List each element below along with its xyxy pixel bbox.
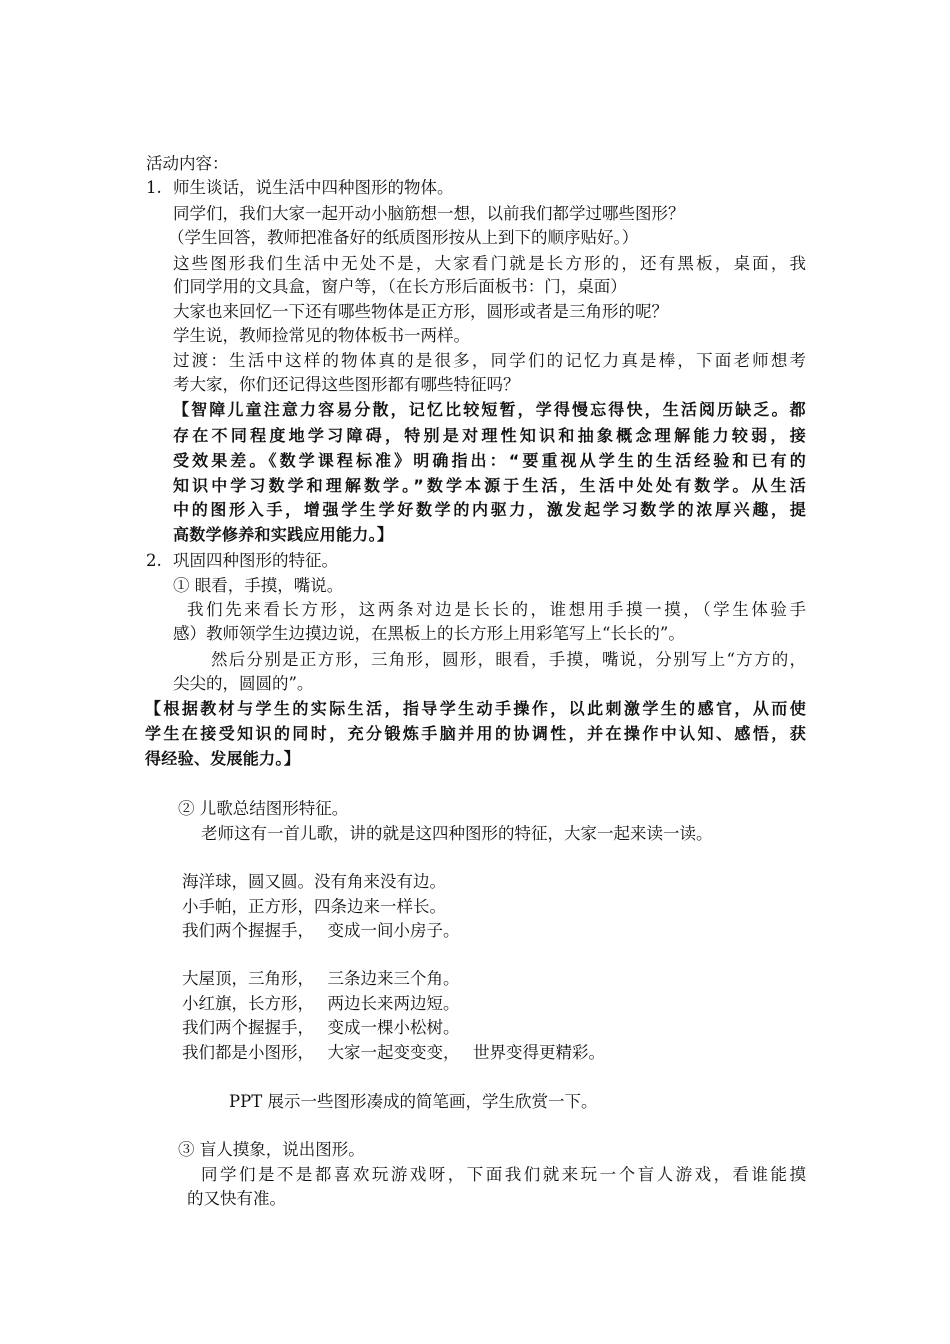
note-line: 中的图形入手，增强学生学好数学的内驱力，激发起学习数学的浓厚兴趣，提 — [173, 500, 806, 519]
note-line: 存在不同程度地学习障碍，特别是对理性知识和抽象概念理解能力较弱，接 — [173, 426, 806, 445]
paragraph: 们同学用的文具盒，窗户等，（在长方形后面板书：门，桌面） — [173, 277, 627, 296]
paragraph: 学生说，教师捡常见的物体板书一两样。 — [173, 326, 470, 345]
subheading: ③ 盲人摸象，说出图形。 — [178, 1140, 365, 1159]
item-title: 巩固四种图形的特征。 — [173, 551, 338, 570]
item-number: 1. — [146, 178, 162, 197]
paragraph: 感）教师领学生边摸边说，在黑板上的长方形上用彩笔写上“长长的”。 — [173, 624, 685, 643]
paragraph: 同学们是不是都喜欢玩游戏呀，下面我们就来玩一个盲人游戏，看谁能摸 — [201, 1165, 806, 1184]
paragraph: 老师这有一首儿歌，讲的就是这四种图形的特征，大家一起来读一读。 — [201, 824, 713, 843]
item-title: 师生谈话，说生活中四种图形的物体。 — [173, 178, 454, 197]
song-line: 海洋球，圆又圆。没有角来没有边。 — [182, 872, 446, 891]
song-line: 我们两个握握手， 变成一棵小松树。 — [182, 1018, 460, 1037]
paragraph: PPT 展示一些图形凑成的简笔画，学生欣赏一下。 — [229, 1092, 598, 1111]
note-line: 受效果差。《数学课程标准》明确指出：“要重视从学生的生活经验和已有的 — [173, 451, 806, 470]
item-number: 2. — [146, 551, 162, 570]
section-heading: 活动内容： — [146, 154, 229, 173]
paragraph: 的又快有准。 — [187, 1189, 286, 1208]
paragraph: 过渡：生活中这样的物体真的是很多，同学们的记忆力真是棒，下面老师想考 — [173, 351, 806, 370]
note-line: 高数学修养和实践应用能力。】 — [173, 525, 394, 544]
paragraph: 这些图形我们生活中无处不是，大家看门就是长方形的，还有黑板，桌面，我 — [173, 254, 806, 273]
paragraph: 我们先来看长方形，这两条对边是长长的，谁想用手摸一摸，（学生体验手 — [187, 600, 806, 619]
song-line: 小手帕，正方形，四条边来一样长。 — [182, 897, 446, 916]
note-line: 知识中学习数学和理解数学。”数学本源于生活，生活中处处有数学。从生活 — [173, 476, 806, 495]
song-line: 大屋顶，三角形， 三条边来三个角。 — [182, 969, 460, 988]
subheading: ① 眼看，手摸，嘴说。 — [173, 576, 344, 595]
paragraph: 考大家，你们还记得这些图形都有哪些特征吗？ — [173, 375, 520, 394]
song-line: 我们两个握握手， 变成一间小房子。 — [182, 921, 460, 940]
subheading: ② 儿歌总结图形特征。 — [178, 799, 349, 818]
paragraph: 大家也来回忆一下还有哪些物体是正方形，圆形或者是三角形的呢？ — [173, 302, 668, 321]
paragraph: 尖尖的，圆圆的”。 — [173, 674, 314, 693]
paragraph: 然后分别是正方形，三角形，圆形，眼看，手摸，嘴说，分别写上“方方的， — [211, 650, 806, 669]
song-line: 我们都是小图形， 大家一起变变变， 世界变得更精彩。 — [182, 1043, 605, 1062]
song-line: 小红旗，长方形， 两边长来两边短。 — [182, 994, 460, 1013]
note-line: 【智障儿童注意力容易分散，记忆比较短暂，学得慢忘得快，生活阅历缺乏。都 — [173, 400, 806, 419]
note-line: 得经验、发展能力。】 — [145, 749, 301, 768]
paragraph: （学生回答，教师把准备好的纸质图形按从上到下的顺序贴好。） — [168, 228, 639, 247]
note-line: 学生在接受知识的同时，充分锻炼手脑并用的协调性，并在操作中认知、感悟，获 — [145, 724, 806, 743]
paragraph: 同学们，我们大家一起开动小脑筋想一想，以前我们都学过哪些图形？ — [173, 204, 685, 223]
note-line: 【根据教材与学生的实际生活，指导学生动手操作，以此刺激学生的感官，从而使 — [145, 699, 806, 718]
